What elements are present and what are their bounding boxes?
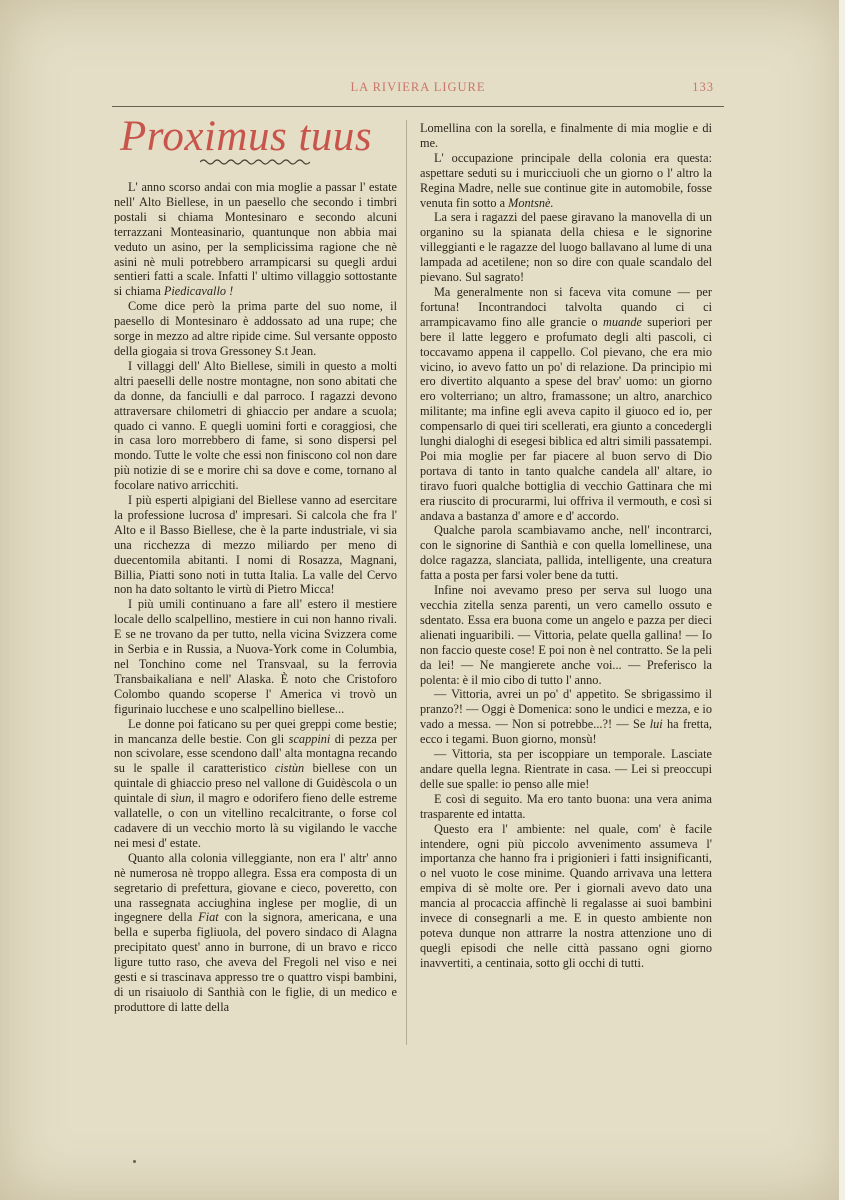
paragraph [420,285,712,524]
header-rule [112,106,724,107]
text-segment: — Vittoria, avrei un po' d' appetito. Se sbrigassimo il pranzo?! — Oggi è Domenica: sono le undici e mezza, e io vado a messa. — Non si potrebbe...?! — Se [420,687,712,732]
column-divider [406,120,407,1045]
text-segment: E così di seguito. Ma ero tanto buona: una vera anima trasparente ed intatta. [420,791,712,821]
text-segment: Quanto alla colonia villeggiante, non era l' altr' anno nè numerosa nè troppo allegra. Essa era composta di un segretario di prefettura, giovane e cieco, poveretto, con una rassegnata acciughina inglese per moglie, di un ingegnere della [114,850,397,925]
right-column [420,121,712,971]
text-segment: superiori per bere il latte leggero e profumato degli alti pascoli, ci toccavamo appena il cappello. Col pievano, che era mio vicino, io avevo fatto un po' di relazione. Da principio mi ero divertito alquanto a spese del brav' uomo: un giorno ero volterriano; un altro, framassone; un altro, anarchico militante; ma infine egli aveva capito il giuoco ed io, per compensarlo di quei tiri scellerati, era giunto a concedergli lunghi dialoghi di esegesi biblica ed altri simili passatempi. Poi mia moglie per far piacere al buon servo di Dio portava di tanto in tanto qualche candela all' altare, io tiravo fuori qualche bottiglia di vecchio Gattinara che mi era riuscito di procurarmi, lui offriva il vermouth, e così si andava a bastanza d' amore e d' accordo. [420,314,713,523]
paragraph [420,822,712,971]
italic-text: cistùn [274,761,305,776]
text-segment: Questo era l' ambiente: nel quale, com' è facile intendere, ogni più piccolo avvenimento assumeva l' importanza che hanno fra i prigionieri i fatti insignificanti, o nel vuoto le cose minime. Quando arrivava una lettera empiva di sè molte ore. Per i giornali avevo dato una mancia al procaccia affinchè li regalasse ai suoi bambini invece di consegnarli a me. E in questo ambiente non poteva dunque non attrarre la nostra attenzione uno di quegli episodi che nelle città passano ogni giorno inavvertiti, a centinaia, sotto gli occhi di tutti. [420,821,712,970]
italic-text: Fiat [198,910,219,925]
paragraph [114,851,397,1015]
story-title: Proximus tuus [120,113,373,160]
paragraph [420,583,712,687]
paragraph [114,359,397,493]
paragraph [114,493,397,597]
text-segment: Qualche parola scambiavamo anche, nell' incontrarci, con le signorine di Santhià e con quella lomellinese, una dolce ragazza, slanciata, pallida, intelligente, una creatura fatta a posta per farsi voler bene da tutti. [420,523,712,583]
paragraph [420,121,712,151]
text-segment: Ma generalmente non si faceva vita comune — per fortuna! Incontrandoci talvolta quando ci ci arrampicavamo fino alle grancie o [420,284,712,329]
text-segment: — Vittoria, sta per iscoppiare un temporale. Lasciate andare quella legna. Rientrate in casa. — Lei si preoccupi delle sue spalle: io penso alle mie! [420,747,712,791]
paragraph [114,180,397,299]
text-segment: La sera i ragazzi del paese giravano la manovella di un organino su la spianata della chiesa e le signorine villeggianti e le ragazze del luogo ballavano al lume di una lampada ad acetilene; non so dire con quale scandalo del pievano. Sul sagrato! [420,210,712,285]
text-segment: Come dice però la prima parte del suo nome, il paesello di Montesinaro è addossato ad una rupe; che sorge in mezzo ad altre ripide cime. Sul versante opposto della giogaia si trova Gressoney S.t Jean. [114,299,397,358]
title-ornament [200,158,310,166]
paragraph [114,717,397,851]
italic-text: Montsnè. [508,195,554,210]
text-segment: I villaggi dell' Alto Biellese, simili in questo a molti altri paeselli delle nostre montagne, non sono abitati che da donne, da fanciulli e dal parroco. I ragazzi devono attraversare chilometri di ghiaccio per andare a scuola; quado ci vanno. E quegli uomini forti e coraggiosi, che in casa loro morrebbero di fame, si sono dispersi pel mondo. Tutte le volte che essi non finiscono col non dare più notizie di se e morire chi sa dove e come, tornano al focolare nativo arricchiti. [114,358,397,493]
italic-text: muande [603,314,642,329]
paragraph [420,792,712,822]
text-segment: biellese con un quintale di ghiaccio preso nel vallone di Guidèscola o un quintale di [114,761,397,806]
text-segment: I più esperti alpigiani del Biellese vanno ad esercitare la professione lucrosa d' impresari. Si calcola che fra l' Alto e il Basso Biellese, che è la parte industriale, vi sia una ricchezza di mezzo miliardo per meno di duecentomila abitanti. I nomi di Rosazza, Magnani, Billia, Piatti sono noti in tutta Italia. La valle del Cervo non ha dato soltanto le virtù di Pietro Micca! [114,493,397,597]
text-segment: Le donne poi faticano su per quei greppi come bestie; in mancanza delle bestie. Con gli [114,716,397,746]
text-segment: il magro e odorifero fieno delle estreme vallatelle, o con un vitellino recalcitrante, o forse col cadavere di un vecchio morto là su vigilando le vacche nei mesi d' estate. [114,791,397,850]
text-segment: Lomellina con la sorella, e finalmente di mia moglie e di me. [420,121,712,150]
page-speck [133,1160,136,1163]
text-segment: ha fretta, ecco i tegami. Buon giorno, monsù! [420,717,712,747]
text-segment: di pezza per non scivolare, esse scendono dall' alta montagna recando su le spalle il caratteristico [114,731,397,776]
italic-text: Piedicavallo ! [163,284,234,299]
italic-text: lui [649,717,663,732]
text-segment: Infine noi avevamo preso per serva sul luogo una vecchia zitella senza parenti, un vero camello ossuto e sdentato. Essa era buona come un angelo e pazza per dieci alienati inguaribili. — Vittoria, pelate quella gallina! — Io non faccio queste cose! E poi non è nel contratto. Se la peli da lei! — Ne mangierete anche voi... — Preferisco la polenta: è il mio cibo di tutto l' anno. [420,583,712,687]
text-segment: L' anno scorso andai con mia moglie a passar l' estate nell' Alto Biellese, in un paesello che secondo i timbri postali si chiama Montesinaro e secondo alcuni terrazzani Monteasinario, quantunque non abbia mai veduto un asino, per la semplicissima ragione che nè asini nè muli potrebbero arrampicarsi su quegli ardui sentieri fatti a scale. Infatti l' ultimo villaggio sottostante si chiama [114,180,397,299]
paragraph [420,747,712,792]
italic-text: sìun, [170,791,195,806]
running-title: LA RIVIERA LIGURE [350,80,486,94]
text-segment: con la signora, americana, e una bella e superba figliuola, del povero sindaco di Alagna precipitato quest' anno in burrone, di un bravo e ricco ligure tutto raso, che aveva del Fregoli nel viso e nei gesti e si trascinava appresso tre o quattro vispi bambini, di un risaiuolo di Santhià con le figlie, di un medico e produttore di latte della [114,910,397,1014]
paragraph [420,523,712,583]
paragraph [420,151,712,211]
text-segment: I più umili continuano a fare all' estero il mestiere locale dello scalpellino, mestiere in cui non hanno rivali. E se ne trovano da per tutto, nella vicina Svizzera come in Serbia e in Russia, a Nuova-York come in Columbia, nel Tonchino come nel Transvaal, su la ferrovia Transbaikaliana e nell' Alaska. È noto che Cristoforo Colombo quando scoperse l' America vi trovò un figurinaio lucchese e uno scalpellino biellese... [114,597,397,716]
running-head [112,80,724,100]
italic-text: scappini [288,731,331,746]
paragraph [420,687,712,747]
paragraph [114,597,397,716]
text-segment: L' occupazione principale della colonia era questa: aspettare seduti su i muricciuoli che un giorno o l' altro la Regina Madre, nelle sue continue gite in automobile, fosse venuta fin sotto a [420,150,712,210]
page-edge [839,0,845,1200]
paragraph [420,210,712,285]
page-number: 133 [692,80,714,94]
paragraph [114,299,397,359]
left-column [114,180,397,1015]
